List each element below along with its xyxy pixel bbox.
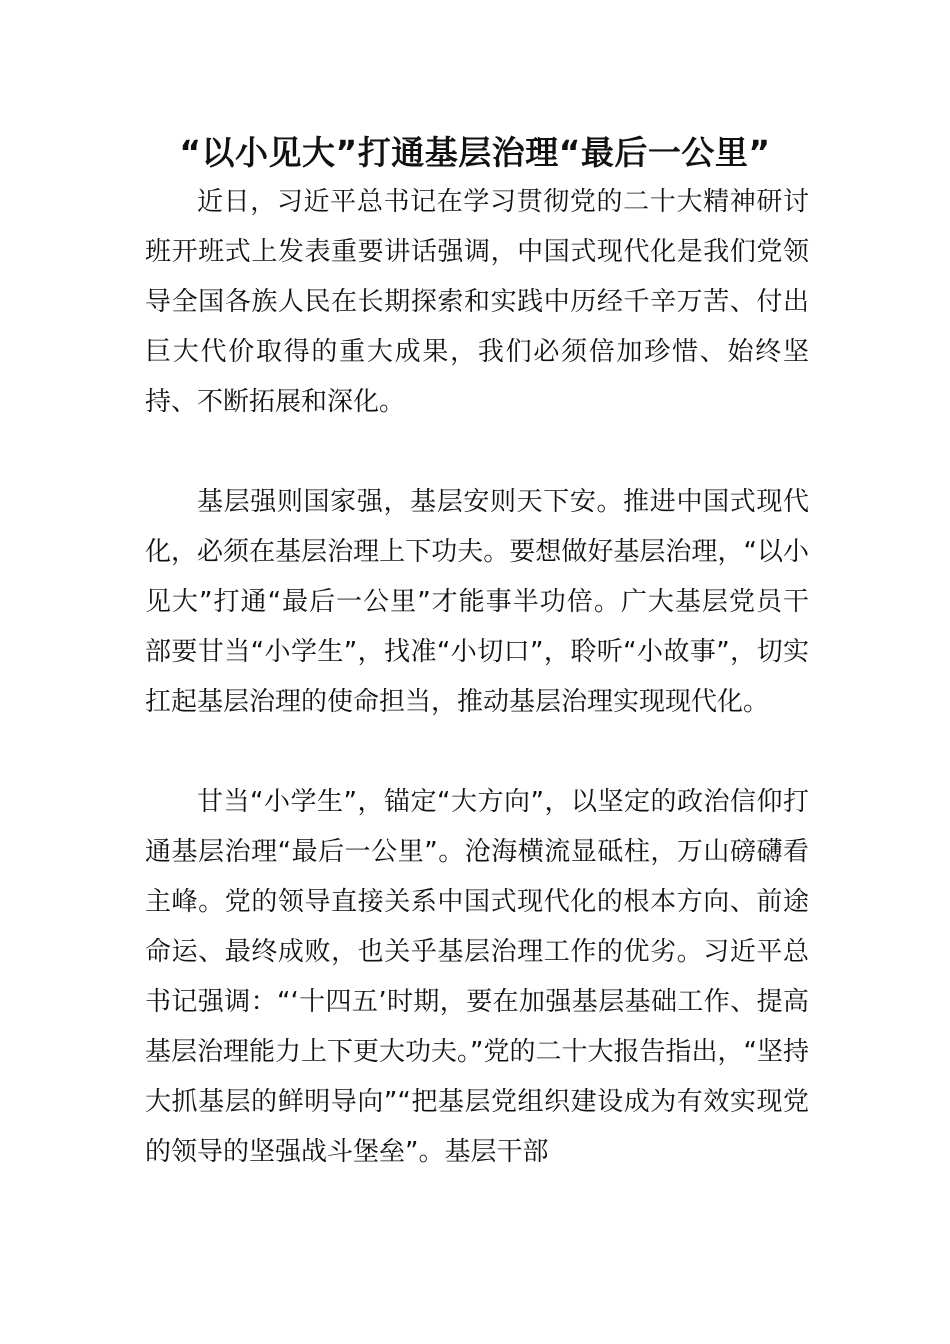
- paragraph-2: 基层强则国家强，基层安则天下安。推进中国式现代化，必须在基层治理上下功夫。要想做好基层治理，“以小见大”打通“最后一公里”才能事半功倍。广大基层党员干部要甘当“小学生”，找准“小切口”，聆听“小故事”，切实扛起基层治理的使命担当，推动基层治理实现现代化。: [145, 487, 809, 717]
- paragraph-3: 甘当“小学生”，锚定“大方向”，以坚定的政治信仰打通基层治理“最后一公里”。沧海横流显砥柱，万山磅礴看主峰。党的领导直接关系中国式现代化的根本方向、前途命运、最终成败，也关乎基层治理工作的优劣。习近平总书记强调：“‘十四五’时期，要在加强基层基础工作、提高基层治理能力上下更大功夫。”党的二十大报告指出，“坚持大抓基层的鲜明导向”“把基层党组织建设成为有效实现党的领导的坚强战斗堡垒”。基层干部: [145, 787, 809, 1167]
- paragraph-1: 近日，习近平总书记在学习贯彻党的二十大精神研讨班开班式上发表重要讲话强调，中国式现代化是我们党领导全国各族人民在长期探索和实践中历经千辛万苦、付出巨大代价取得的重大成果，我们必须倍加珍惜、始终坚持、不断拓展和深化。: [145, 187, 809, 417]
- document-body: [145, 177, 809, 1177]
- document-title: “以小见大”打通基层治理“最后一公里”: [179, 133, 771, 172]
